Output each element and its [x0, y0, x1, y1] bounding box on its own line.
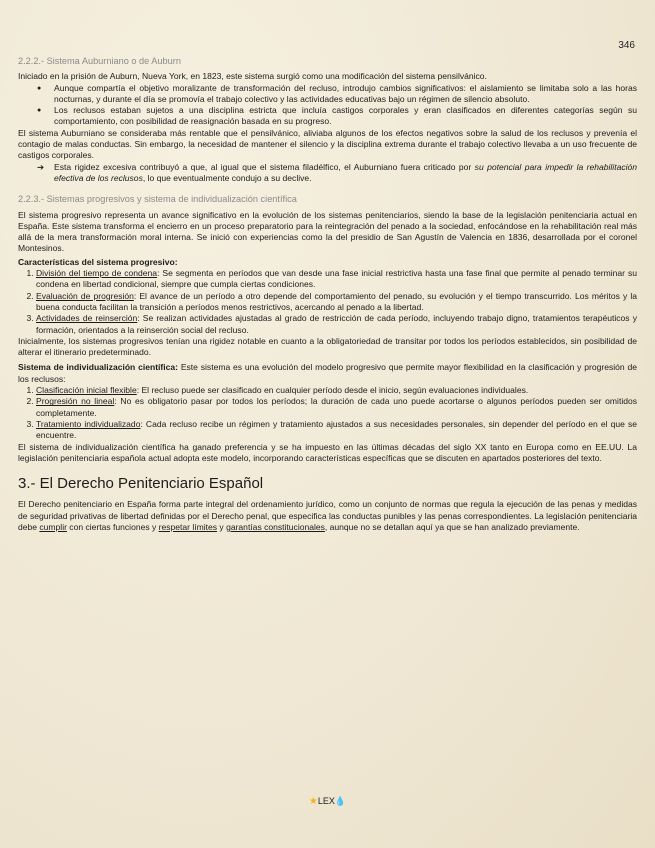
ind-list [18, 385, 637, 441]
term-text: : El avance de un período a otro depende del comportamiento del penado, su evolución y el tiempo transcurrido. Los méritos y la buena conducta facilitan la transición a períodos menos restrictivos, acercando al penado a la libertad. [36, 290, 638, 312]
list-item [36, 291, 637, 314]
char-list [18, 268, 637, 336]
rigidity-paragraph: Inicialmente, los sistemas progresivos tenían una rigidez notable en cuanto a la obligatoriedad de transitar por todos los períodos establecidos, sin posibilidad de alterar el itinerario predeterminado. [18, 335, 637, 358]
section-heading-progresivos: 2.2.3.- Sistemas progresivos y sistema de individualización científica [18, 194, 297, 205]
ind-text: Este sistema es una evolución del modelo progresivo que permite mayor flexibilidad en la clasificación y progresión de los reclusos: [18, 362, 637, 384]
footer-text: LEX [317, 796, 335, 806]
progresivo-intro: El sistema progresivo representa un avance significativo en la evolución de los sistemas penitenciarios, siendo la base de la legislación penitenciaria actual en España. Este sistema transforma el encierro en un proceso preparatorio para la reintegración del penado a la sociedad, enfocándose en la rehabilitación real más allá de la mera transformación moral interna. Se inició con experiencias como la del presidio de San Agustín de Valencia en 1836, desarrollada por el coronel Montesinos. [18, 209, 637, 254]
list-item [36, 268, 637, 291]
term: Clasificación inicial flexible [36, 385, 137, 396]
chapter-heading: 3.- El Derecho Penitenciario Español [18, 475, 264, 493]
arrow-italic: su potencial para impedir la rehabilitación efectiva de los reclusos [54, 161, 638, 183]
term-text: : No es obligatorio pasar por todos los períodos; la duración de cada uno puede acortarse o algunos períodos pueden ser omitidos completamente. [36, 396, 638, 418]
term-text: : El recluso puede ser clasificado en cualquier período desde el inicio, según evaluaciones individuales. [136, 385, 529, 396]
star-icon: ★ [308, 796, 318, 807]
text-run: con ciertas funciones y [66, 521, 157, 532]
term-text: : Cada recluso recibe un régimen y tratamiento ajustados a sus necesidades personales, sin depender del período en el que se encuentre. [36, 418, 638, 441]
drop-icon: 💧 [334, 796, 347, 806]
list-item [36, 396, 637, 419]
char-heading: Características del sistema progresivo: [18, 256, 178, 267]
page-number: 346 [618, 40, 635, 51]
term-text: : Se segmenta en períodos que van desde una fase inicial restrictiva hasta una fase final que permite al penado terminar su condena en libertad condicional, siempre que cumpla ciertas condiciones. [36, 268, 637, 290]
term: Progresión no lineal [36, 396, 115, 407]
underlined-term: respetar límites [158, 521, 218, 532]
arrow-icon: ➔ [37, 161, 45, 172]
list-item: ● Los reclusos estaban sujetos a una disciplina estricta que incluía castigos corporales y eran clasificados en diferentes categorías según su comportamiento, con posibilidad de reasignación basada en su progreso. [54, 105, 637, 128]
term: Actividades de reinserción [36, 313, 138, 324]
auburn-bullets [18, 83, 637, 128]
list-item: ● Aunque compartía el objetivo moralizante de transformación del recluso, introdujo cambios significativos: el aislamiento se limitaba solo a las horas nocturnas, y durante el día se promovía el trabajo colectivo y las actividades educativas bajo un régimen de silencio absoluto. [54, 83, 637, 106]
list-item [37, 161, 638, 185]
closing-paragraph: El sistema de individualización científica ha ganado preferencia y se ha impuesto en las últimas décadas del siglo XX tanto en Europa como en EE.UU. La legislación penitenciaria española actual adopta este modelo, incorporando características específicas que se discuten en apartados posteriores del texto. [18, 441, 637, 463]
footer [0, 796, 655, 807]
derecho-paragraph [18, 499, 637, 533]
list-item [36, 419, 637, 442]
underlined-term: cumplir [39, 521, 67, 532]
text-run: El Derecho penitenciario en España forma parte integral del ordenamiento jurídico, como un conjunto de normas que regula la ejecución de las penas y medidas de seguridad privativas de libertad definidas por el Derecho penal, que especifica las conductas punibles y las penas correspondientes. La legislación penitenciaria debe [18, 499, 637, 532]
auburn-intro: Iniciado en la prisión de Auburn, Nueva York, en 1823, este sistema surgió como una modificación del sistema pensilvánico. [18, 71, 487, 82]
term: División del tiempo de condena [36, 268, 158, 279]
arrow-text-a: Esta rigidez excesiva contribuyó a que, al igual que el sistema filadélfico, el Auburniano fuera criticado por [54, 161, 472, 172]
list-item [36, 385, 637, 396]
page-content [18, 38, 637, 533]
auburn-paragraph: El sistema Auburniano se consideraba más rentable que el pensilvánico, aliviaba algunos de los efectos negativos sobre la salud de los reclusos y prevenía el contagio de malas conductas. Sin embargo, la necesidad de mantener el silencio y la disciplina extrema durante el trabajo colectivo llevaba a un uso frecuente de castigos corporales. [18, 127, 637, 161]
term: Evaluación de progresión [36, 290, 134, 301]
text-run: , aunque no se detallan aquí ya que se han analizado previamente. [324, 521, 580, 532]
term: Tratamiento individualizado [36, 418, 141, 429]
ind-paragraph [18, 362, 637, 385]
auburn-arrow-list [18, 162, 637, 185]
ind-bold: Sistema de individualización científica: [18, 362, 178, 373]
text-run: y [217, 521, 224, 532]
underlined-term: garantías constitucionales [226, 521, 325, 532]
term-text: : Se realizan actividades ajustadas al grado de restricción de cada período, incluyendo trabajo digno, tratamientos terapéuticos y formación, orientados a la reinserción social del recluso. [36, 313, 637, 335]
arrow-text-b: , lo que eventualmente condujo a su declive. [142, 172, 312, 183]
list-item [36, 313, 637, 336]
section-heading-auburn: 2.2.2.- Sistema Auburniano o de Auburn [18, 56, 181, 66]
